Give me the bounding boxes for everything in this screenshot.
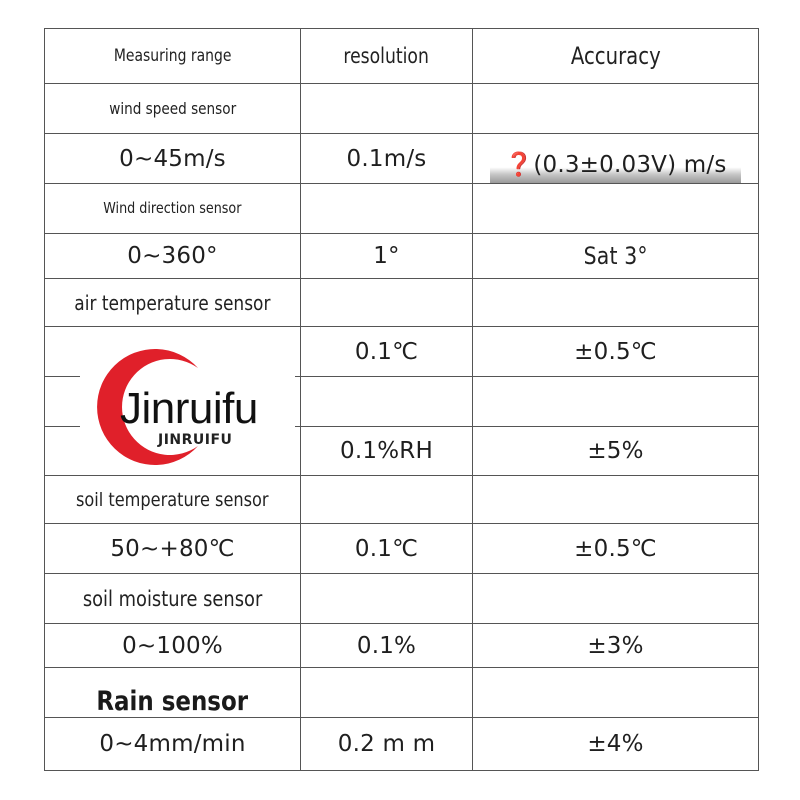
accuracy-value — [473, 234, 759, 279]
table-row — [45, 524, 759, 574]
brand-name: Jinruifu — [120, 384, 258, 433]
section-row — [45, 84, 759, 134]
section-title: soil moisture sensor — [82, 586, 263, 611]
table-row — [45, 134, 759, 184]
section-title-cell — [45, 476, 301, 524]
section-title-cell — [45, 184, 301, 234]
section-title-cell — [45, 279, 301, 327]
resolution-value: 1° — [301, 234, 473, 279]
header-measuring-range: Measuring range — [113, 46, 232, 66]
accuracy-value: ±0.5℃ — [473, 524, 759, 574]
range-value: 0~45m/s — [45, 134, 301, 184]
accuracy-value: ±5% — [473, 427, 759, 476]
header-resolution: resolution — [343, 44, 430, 68]
section-title: soil temperature sensor — [76, 488, 269, 511]
section-title: Rain sensor — [96, 686, 249, 717]
section-row — [45, 184, 759, 234]
header-cell-accuracy — [473, 29, 759, 84]
accuracy-value: ±4% — [473, 718, 759, 771]
section-title: air temperature sensor — [74, 290, 271, 315]
section-row — [45, 476, 759, 524]
accuracy-value: ±3% — [473, 624, 759, 668]
accuracy-text: ❓(0.3±0.03V) m/s — [490, 148, 740, 183]
accuracy-value — [473, 134, 759, 184]
resolution-value: 0.1℃ — [301, 327, 473, 377]
resolution-value: 0.2 m m — [301, 718, 473, 771]
brand-watermark — [80, 344, 295, 470]
range-value: 50~+80℃ — [45, 524, 301, 574]
header-cell-resolution — [301, 29, 473, 84]
range-value: 0~100% — [45, 624, 301, 668]
section-row — [45, 279, 759, 327]
brand-subtitle: JINRUIFU — [158, 432, 233, 448]
accuracy-text: Sat 3° — [583, 242, 648, 270]
table-row — [45, 234, 759, 279]
resolution-value: 0.1℃ — [301, 524, 473, 574]
section-title-cell — [45, 84, 301, 134]
section-title-cell — [45, 574, 301, 624]
header-accuracy: Accuracy — [570, 42, 661, 70]
section-row — [45, 574, 759, 624]
resolution-value: 0.1% — [301, 624, 473, 668]
section-title: Wind direction sensor — [103, 199, 242, 217]
range-value: 0~4mm/min — [45, 718, 301, 771]
resolution-value: 0.1%RH — [301, 427, 473, 476]
section-title: wind speed sensor — [109, 98, 236, 118]
range-value: 0~360° — [45, 234, 301, 279]
section-row — [45, 668, 759, 718]
header-row — [45, 29, 759, 84]
header-cell-measuring-range — [45, 29, 301, 84]
table-row — [45, 624, 759, 668]
section-title-cell — [45, 668, 301, 718]
table-row — [45, 718, 759, 771]
resolution-value: 0.1m/s — [301, 134, 473, 184]
accuracy-value: ±0.5℃ — [473, 327, 759, 377]
